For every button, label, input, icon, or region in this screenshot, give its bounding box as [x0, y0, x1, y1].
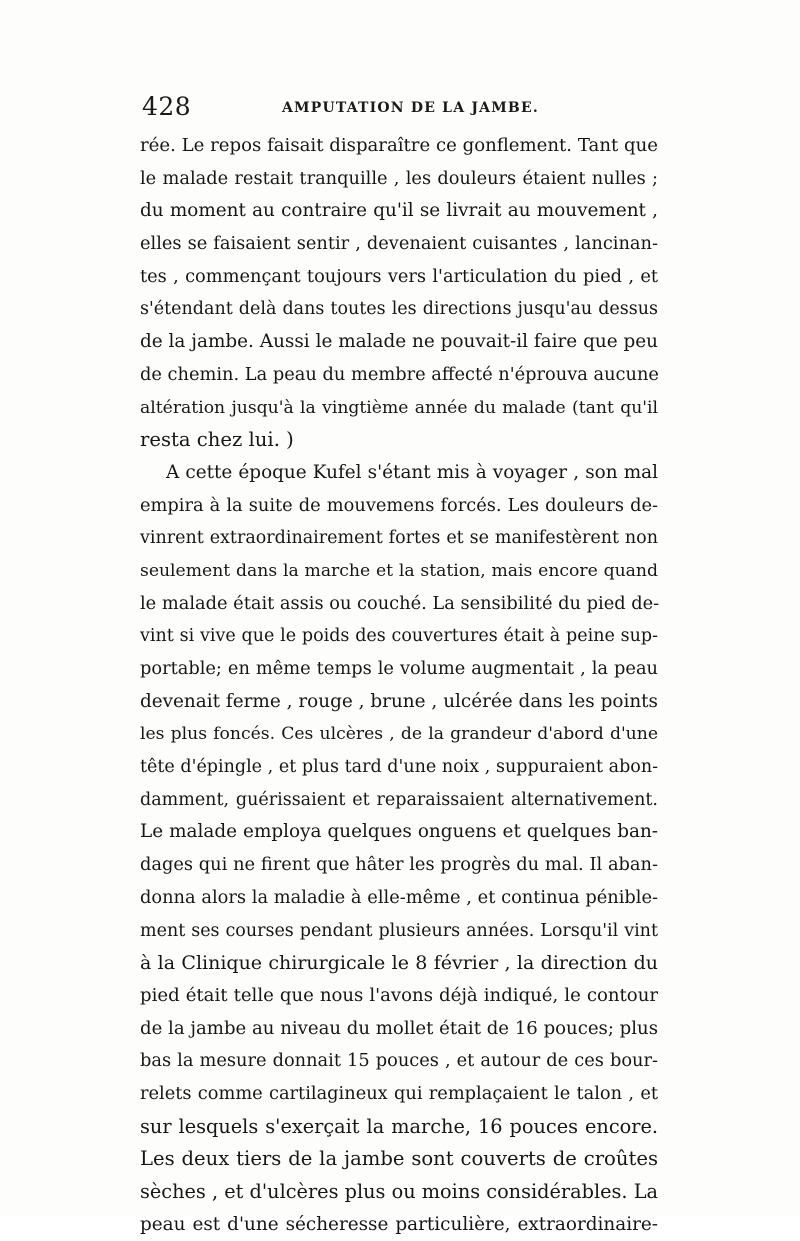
text-line: rée. Le repos faisait disparaître ce gonflement. Tant que [140, 135, 658, 156]
text-line: dages qui ne firent que hâter les progrès du mal. Il aban- [140, 854, 658, 876]
text-line: peau est d'une sécheresse particulière, extraordinaire- [140, 1213, 658, 1235]
text-line: à la Clinique chirurgicale le 8 février , la direction du [140, 952, 658, 975]
text-line: seulement dans la marche et la station, mais encore quand [140, 560, 658, 581]
text-line: vinrent extraordinairement fortes et se manifestèrent non [140, 528, 658, 549]
text-line: elles se faisaient sentir , devenaient cuisantes , lancinan- [140, 233, 658, 255]
text-line: relets comme cartilagineux qui remplaçaient le talon , et [140, 1082, 658, 1104]
text-line: devenait ferme , rouge , brune , ulcérée dans les points [140, 690, 658, 712]
text-line: de la jambe. Aussi le malade ne pouvait-il faire que peu [140, 331, 658, 353]
text-line: pied était telle que nous l'avons déjà indiqué, le contour [140, 984, 658, 1006]
text-line: ment ses courses pendant plusieurs années. Lorsqu'il vint [140, 920, 658, 941]
text-line: du moment au contraire qu'il se livrait au mouvement , [140, 200, 658, 222]
text-line: altération jusqu'à la vingtième année du malade (tant qu'il [140, 397, 658, 418]
text-line: empira à la suite de mouvemens forcés. Les douleurs de- [140, 494, 658, 516]
text-line: damment, guérissaient et reparaissaient alternativement. [140, 789, 658, 810]
text-line: donna alors la maladie à elle-même , et continua pénible- [140, 886, 658, 908]
text-line: sur lesquels s'exerçait la marche, 16 pouces encore. [140, 1114, 658, 1138]
text-line: de la jambe au niveau du mollet était de 16 pouces; plus [140, 1017, 658, 1039]
text-line: bas la mesure donnait 15 pouces , et autour de ces bour- [140, 1050, 658, 1072]
text-line: resta chez lui. ) [140, 428, 294, 452]
running-title: AMPUTATION DE LA JAMBE. [282, 100, 539, 116]
text-line: le malade était assis ou couché. La sensibilité du pied de- [140, 592, 660, 614]
text-line: les plus foncés. Ces ulcères , de la grandeur d'abord d'une [140, 724, 658, 745]
text-line: portable; en même temps le volume augmentait , la peau [140, 658, 658, 679]
text-line: de chemin. La peau du membre affecté n'éprouva aucune [140, 363, 659, 385]
text-line: A cette époque Kufel s'étant mis à voyager , son mal [166, 461, 658, 483]
text-line: Le malade employa quelques onguens et quelques ban- [140, 821, 658, 843]
text-line: le malade restait tranquille , les douleurs étaient nulles ; [140, 167, 658, 189]
text-line: tête d'épingle , et plus tard d'une noix , suppuraient abon- [140, 757, 658, 778]
text-line: sèches , et d'ulcères plus ou moins considérables. La [140, 1180, 658, 1203]
page-number: 428 [142, 92, 192, 121]
text-line: tes , commençant toujours vers l'articulation du pied , et [140, 265, 658, 287]
text-line: s'étendant delà dans toutes les directions jusqu'au dessus [140, 299, 658, 320]
body-text [140, 130, 658, 1241]
text-line: vint si vive que le poids des couvertures était à peine sup- [140, 626, 658, 647]
text-line: Les deux tiers de la jambe sont couverts de croûtes [140, 1147, 658, 1171]
page-header [142, 92, 662, 126]
